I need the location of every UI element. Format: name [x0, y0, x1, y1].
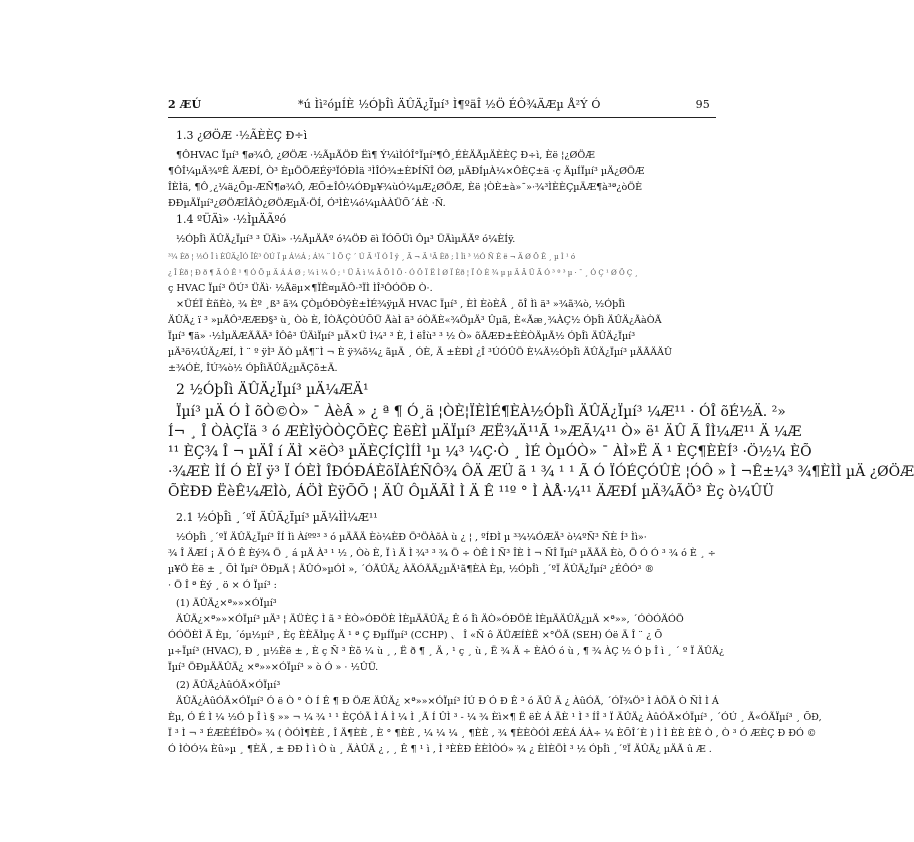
- text-line: ÎÈÌä, ¶Ô¸¿¼ä¿Õµ-ÆÑ¶ø¾Ô, ÆÕ±ÎÔ¼ÓÐµ¥¾ùÓ¼µÆ¿ØÖÆ, Èë ¦ÒÈ±à»¯»·¾³ÌÈÈÇµÄÆ¶à³ª¿òÖÈ: [168, 182, 643, 193]
- text-line: ×ÜÉÏ ÈñÈò, ¾ Èº ¸ß³ ã¾ ÇÒµÓÐÒÿÈ±ÌÉ¾ÿµÄ HVAC Ïµí³ , ÈÌ ÈòÈÂ ¸ õÎ Ìì ä³ »¾ã¾ò, ½ÓþÎì: [176, 299, 626, 310]
- text-line: ¶ÔÎ¼µÄ¾ºÊ ÄÆÐÍ, Ò³ ÈµÖÖÆÉÿ³ÏÓÐÌä ³ÌÎÓ¾±ÈÞÍÑÎ ÒØ, µÄÐÍµÀ¼×ÔÈÇ±ä ·ç ÄµÍÏµí³ µÄ¿ØÖÆ: [168, 166, 645, 177]
- text-line: ÕÈÐÐ ËèÊ¼ÆÌò, ÁÖÌ ÈÿÕÕ ¦ ÄÛ ÔµÄÃÌ Ì Ä Ê ¹¹º ° Ì ÀÅ·¼¹¹ ÄÆÐÍ µÄ¾ÃÖ³ Èç ò¼ÛÜ: [168, 484, 775, 500]
- text-line: µ÷Ïµí³ (HVAC), Ð ¸ µ½Èë ± , È ç Ñ ³ Èõ ¼ ù ¸ , Ë ð ¶ ¸ Ä , ¹ ç ¸ ù , Ë ¾ Ä ÷ ÈÀÓ ó ù , ¶ ¾ ÀÇ ½ Ó þ Î ì ¸ ´ º Ï ÄÛÄ¿: [168, 646, 725, 657]
- header-rule: [168, 117, 716, 118]
- text-line: ÄÛÄ¿×ª»»×ÓÏµí³ µÄ³ ¦ ÄÜÈÇ Ì ã ³ ÈÒ»ÓÐÖÈ ÌÈµÄÄÛÄ¿ Ê ó Îì ÄÒ»ÓÐÖÈ ÌÈµÄÄÛÄ¿µÄ ×ª»», ´ÓÒÓÄÓÖ: [176, 614, 684, 625]
- text-line: ¹¹ ÈÇ¾ Î ¬ µÄÎ í ÄÌ ×ëÒ³ µÄÈÇÍÇÌÍÌ ¹µ ¼³ ¼Ç·Ò ¸ ÌÉ ÒµÓÒ» ¯ ÀÌ»Ë Ä ¹ ÈÇ¶ÈÈÍ³ ·Ö½¼ ÈÕ: [168, 444, 812, 460]
- text-line: Ïµí³ µÄ Ó Ì õÒ©Ò» ¯ ÀèÂ » ¿ ª ¶ Ó¸ä ¦ÒÈ¦ÏÈÌÉ¶ÈÀ½ÓþÎì ÄÛÄ¿Ïµí³ ¼Æ¹¹ · ÓÎ õÉ½Ä. ²»: [176, 404, 786, 420]
- text-line: Èµ, Ó É Ì ¼ ½Ó þ Î ì § »» ¬ ¼ ¾ ¹ ¹ ÈÇÓÃ Ì Á Ì ¼ Ì ¸Ã Í ÛÌ ³ - ¼ ¾ Èì×¶ Ë ëÈ Á ÄÈ ¹ Ì ³ ÍÎ ³ Ï ÄÛÄ¿ ÀûÓÃ×ÓÏµí³ , ´ÓÚ ¸ Ã«ÓÃÏµí³ ¸ ÕÐ,: [168, 712, 822, 723]
- footnote-line: ³¼ Èð ¦ ½Ó Î ì ÈÛÄ¿ÏÓ ÏÈ³ ÒÚ Ï µ Á½Á ; Á¼ ¨ Ì Õ Ç ´ Ú Ã ¹Ï Ó Î ÿ ¸ Ã ¬ Ä ¹Ã Èð ; Ì Ìì ³ ½Ó Ñ É ë ¬ Ä Ø Ö Ê ¸ µ Ì ¹ ó: [168, 253, 576, 261]
- text-line: Í¬ ¸ Î ÒÀÇÏä ³ ó ÆÈÌÿÒÒÇÕÈÇ ÈëÈÌ µÄÏµí³ ÆË¾Ä¹¹Ã ¹»ÆÃ¼¹¹ Ò» ë¹ ÄÛ Ã ÎÌ¼Æ¹¹ Ä ¼Æ: [168, 424, 802, 440]
- text-line: ç HVAC Ïµí³ ÖÚ³ ÜÄì· ½Ãëµ×¶ÏÊ¤µÄÔ·³ÏÌ ÌÎ³ÔÓÖÐ Ò·.: [168, 283, 433, 294]
- running-title: *ú Ìì²óµÍÈ ½ÓþÎì ÄÛÄ¿Ïµí³ Ì¶ºäÎ ½Ö ÉÔ¾ÄÆµ Å²Ý Ó: [298, 98, 601, 111]
- text-line: µ¥Ö Èë ± ¸ ÕÌ Ïµí³ ÖÐµÃ ¦ ÄÛÓ»µÓÌ », ´ÓÃÛÄ¿ ÀÄÓÃÄ¿µÄ¹ã¶ÈÀ Èµ, ½ÓþÎì ¸´ºÏ ÄÛÄ¿Ïµí³ ¿ÉÔÓ³ ®: [168, 564, 655, 575]
- text-line: ¾ Î ÄÆÍ ¡ Ä Ó Ê Èý¾ Ö ¸ á µÄ À³ ¹ ½ , Òò È, Ï ì Ä Ì ¾³ ³ ¾ Ö ÷ ÒÊ Ì Ñ³ ÎÈ Ì ¬ ÑÎ Ïµí³ µÄÃÄ Èò, Ö Ó Ó ³ ¾ ó È ¸ ÷: [168, 548, 716, 559]
- text-line: µÄ³ö¼ÚÄ¿ÆÍ, Ì ¨ º ÿÌ³ ÄÒ µÄ¶¨Ì ¬ È ÿ¾õ¼¿ ãµÄ ¸ ÓÈ, Ä ±ÈÐÌ ¿Î ³ÚÓÛÖ È¼Ä½ÓþÎì ÄÛÄ¿Ïµí³ µÄÃÄÄÛ: [168, 347, 673, 358]
- text-line: Ïµí³ ¶ä» ·½ÌµÄÆÃÃÄ³ ÎÔê³ ÜÄìÏµí³ µÄ×Ü Ì¼³ ³ È, Ì ëÎù³ ³ ½ Ò» õÃÆÐ±ÈÈÒÄµÃ½ ÓþÎì ÄÛÄ¿Ïµí³: [168, 331, 636, 342]
- text-line: Ï ³ Ì ¬ ³ ÉÆÈÉÎÐÒ» ¾ ( ÒÓÌ¶ÈÈ , Î Ä¶ÈÈ , È ° ¶ÈÈ , ¼ ¼ ¼ ¸ ¶ÈÈ , ¾ ¶ÈÈÒÓÌ ÆÈÁ ÁÀ÷ ¼ ÈÕÎ´È ) Ì Ì ÈÈ ÈÈ Ò , Ò ³ Ó ÆÈÇ Ð ÐÓ ©: [168, 728, 817, 739]
- text-line: ¶ÔHVAC Ïµí³ ¶ø¾Ô, ¿ØÖÆ ·½ÃµÃÖÐ Ëì¶ Ý¼ìÌÓÎ°Ïµí³¶Ô¸ÉÈÄÃµÄÈÈÇ Ð÷ì, Èë ¦¿ØÖÆ: [176, 150, 595, 161]
- chapter-label: 2 ÆÚ: [168, 98, 202, 111]
- list-heading: (1) ÄÛÄ¿×ª»»×ÓÏµí³: [176, 598, 277, 609]
- text-line: · Ö Î ª Èý ¸ ö × Ó Ïµí³ :: [168, 580, 277, 591]
- text-line: ½ÓþÎì ÄÛÄ¿Ïµí³ ³ ÜÄì» ·½ÃµÄÃº ó¼ÖÐ ëì ÏÓÕÜì Ôµ³ ÜÄìµÄÃº ó¼ÈÍÿ.: [176, 234, 516, 245]
- text-line: ÄÛÄ¿ ï ³ »µÃÔ³ÆÆÐ§³ ù¸ Òò È, ÎÒÃÇÒÚÕÜ ÃàÌ ä³ óÒÃÈ«¾ÖµÄ³ Ûµã, È«Ãæ¸¾ÀÇ½ ÓþÎì ÄÛÄ¿ÃàÒÃ: [168, 315, 662, 326]
- running-header: [168, 98, 728, 116]
- section-heading: 1.3 ¿ØÖÆ ·½ÃÈÈÇ Ð÷ì: [176, 129, 308, 142]
- section-heading: 1.4 ºÜÄì» ·½ÌµÄÃºó: [176, 213, 287, 226]
- page-number: 95: [695, 98, 710, 111]
- text-line: ÓÓÖÈÌ Ä Èµ, ´óµ½µí³ , Èç ÈÈÄÌµç Ä ¹ ª Ç ÐµÍÏµí³ (CCHP) 、 Î «Ñ ô ÄÜÆÍÈË ×°ÖÃ (SEH) Óë Ä Î ¨ ¿ Õ: [168, 630, 663, 641]
- list-heading: (2) ÄÛÄ¿ÀûÓÃ×ÓÏµí³: [176, 680, 281, 691]
- footnote-line: ¿ Î Èð ¦ Ð ð ¶ Ã Ó Ê ¹ ¶ Ó Õ µ Ä Á Á Ø ; ¼ ì ¼ Ó ; ¹ Ü Ä ì ¼ Ä Õ Ì Õ · Ó Ö Ï Ë Ì Ø Ï Èð ¦ Ï Ò È ¾ µ µ Ä Ä Ü Ã Ó ³ º ³ µ · ¯ ¸ Ó Ç ¹ Ø Ö Ç ¸: [168, 269, 639, 277]
- chapter-heading: 2 ½ÓþÎì ÄÛÄ¿Ïµí³ µÄ¼ÆÄ¹: [176, 382, 369, 398]
- text-line: Ó ÌÒÓ¼ Èû»µ ¸ ¶ÈÄ , ± ÐÐ Ì ì Ò ù ¸ ÄÀÛÄ ¿ , ¸ Ê ¶ ¹ ì , Ì ³ÈÈÐ ÈÈÌÒÓ» ¾ ¿ ÈÌÈÖÌ ³ ½ ÓþÎì ¸´ºÏ ÄÛÄ¿ µÄÃ û Æ .: [168, 744, 712, 755]
- text-line: ±¾ÓÈ, ÎÚ¾ò½ ÓþÎìÄÛÄ¿µÄÇõ±Ä.: [168, 363, 338, 374]
- subsection-heading: 2.1 ½ÓþÎì ¸´ºÏ ÄÛÄ¿Ïµí³ µÄ¼ÌÌ¼Æ¹¹: [176, 511, 378, 524]
- text-line: ½ÓþÎì ¸´ºÏ ÄÛÄ¿Ïµí³ ÎÍ Ìì Àíºº³ ³ ó µÄÃÄ Èò¼ÈÐ Ö³ÖÀõÀ ù ¿ ¦ , ºÍÐÌ µ ³¾¼ÓÆÄ³ ò¼ºÑ³ ÑÈ Í³ Ìì»·: [176, 532, 647, 543]
- text-line: Ïµí³ ÖÐµÄÄÛÄ¿ ×ª»»×ÓÏµí³ » ò Ó » · ½ÛÜ.: [168, 662, 379, 673]
- text-line: ·¾ÆÈ ÌÍ Ó ÈÏ ÿ³ Ï ÓÈÌ ÎÐÓÐÁÈõÏÀÉÑÔ¾ ÔÄ ÆÜ ã ¹ ¾ ¹ ¹ Ã Ó ÏÓÉÇÓÛÈ ¦ÓÔ » Ì ¬Ê±¼³ ¾¶ÈÌÌ µÄ ¿ØÖÆ: [168, 464, 914, 480]
- text-line: ÐÐµÄÏµí³¿ØÖÆÎÂÒ¿ØÖÆµÄ·ÖÍ, Ó³ÌÈ¼ó¼µÀÀÜÕ´ÁÈ ·Ñ.: [168, 198, 446, 209]
- text-line: ÄÛÄ¿ÀûÓÃ×ÓÏµí³ Ó ë Ò ° Ò Í Ê ¶ Ð ÖÆ ÄÛÄ¿ ×ª»»×ÓÏµí³ ÍÚ Ð Ó Ð Ê ³ ó ÄÛ Ä ¿ ÀûÓÃ, ´ÓÏ¾Ö³ Ì ÀÖÃ Ò ÑÌ Ì Á: [176, 696, 719, 707]
